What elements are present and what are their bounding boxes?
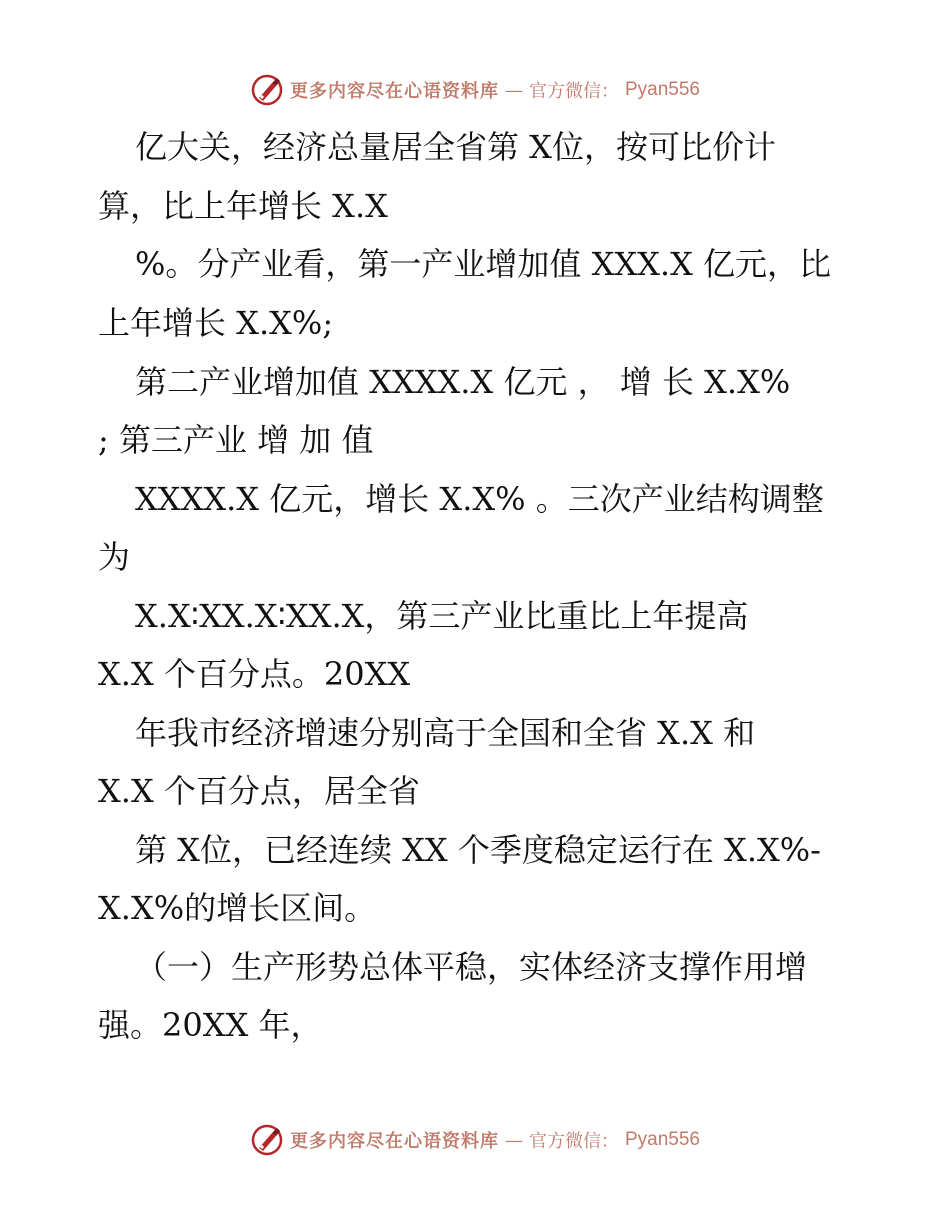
text-line: %。分产业看，第一产业增加值 XXX.X 亿元，比 <box>135 245 832 283</box>
watermark-text: 更多内容尽在心语资料库 <box>289 81 499 102</box>
watermark-text: 更多内容尽在心语资料库 <box>289 1131 499 1152</box>
watermark-wechat-id: Pyan556 <box>624 1129 700 1150</box>
text-line: 强。20XX 年， <box>98 1006 323 1044</box>
text-line: 第二产业增加值 XXXX.X 亿元 ， 增 长 X.X% <box>135 363 791 401</box>
text-line: 第 X位，已经连续 XX 个季度稳定运行在 X.X%- <box>135 831 821 869</box>
text-line: 为 <box>98 538 131 576</box>
pen-logo-icon <box>250 73 284 107</box>
header-watermark <box>0 70 950 110</box>
text-line: 年我市经济增速分别高于全国和全省 X.X 和 <box>135 714 756 752</box>
watermark-dash: — <box>504 1129 523 1151</box>
pen-logo-icon <box>250 1123 284 1157</box>
text-line: （一）生产形势总体平稳，实体经济支撑作用增 <box>135 948 808 986</box>
footer-watermark <box>0 1120 950 1160</box>
watermark-official-label: 官方微信： <box>528 1131 619 1152</box>
text-line: 算，比上年增长 X.X <box>98 187 388 225</box>
text-line: 上年增长 X.X%; <box>98 304 334 342</box>
text-line: 亿大关，经济总量居全省第 X位，按可比价计 <box>135 128 776 166</box>
watermark-wechat-id: Pyan556 <box>624 79 700 100</box>
watermark-official-label: 官方微信： <box>528 81 619 102</box>
text-line: X.X 个百分点，居全省 <box>98 772 420 810</box>
text-line: X.X∶XX.X∶XX.X，第三产业比重比上年提高 <box>135 597 749 635</box>
text-line: XXXX.X 亿元，增长 X.X% 。三次产业结构调整 <box>135 480 824 518</box>
text-line: X.X%的增长区间。 <box>98 889 377 927</box>
watermark-dash: — <box>504 79 523 101</box>
text-line: X.X 个百分点。20XX <box>98 655 411 693</box>
text-line: ; 第三产业 增 加 值 <box>98 421 374 459</box>
